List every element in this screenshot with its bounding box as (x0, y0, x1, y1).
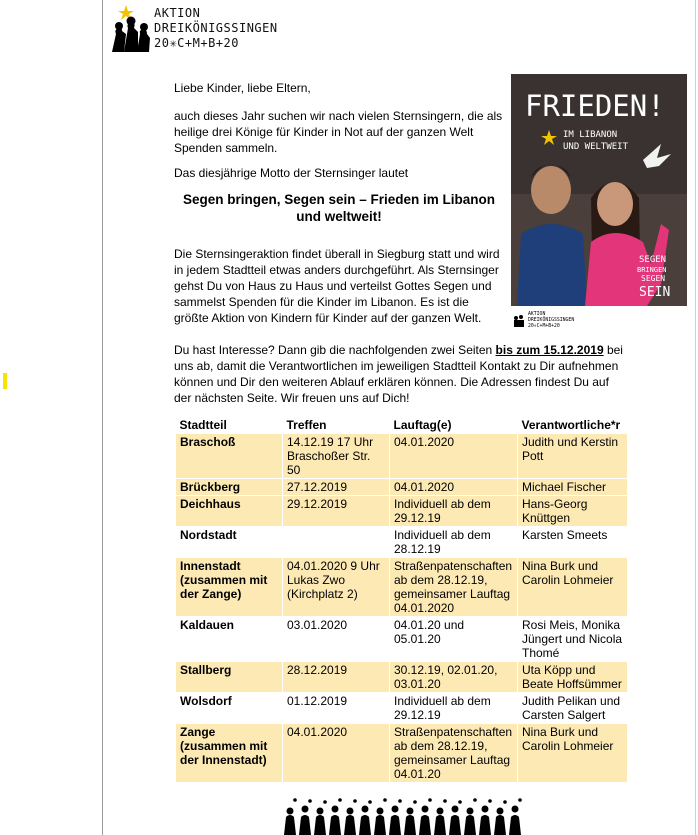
interest-paragraph (174, 342, 626, 406)
greeting: Liebe Kinder, liebe Eltern, (174, 81, 311, 95)
table-row (176, 724, 628, 783)
poster-subline-1: IM LIBANON (563, 130, 618, 140)
cell-meeting: 27.12.2019 (283, 479, 390, 496)
cell-district: Kaldauen (176, 617, 283, 662)
cell-district: Braschoß (176, 434, 283, 479)
info-paragraph: Die Sternsingeraktion findet überall in Siegburg statt und wird in jedem Stadtteil etwas anders durchgeführt. Als Sternsinger gehst Du von Haus zu Haus und verteilst Gottes Segen und sammelst Spenden für die Kinder im Libanon. Es ist die größte Aktion von Kindern für Kinder auf der ganzen Welt. (174, 247, 500, 325)
cell-contact: Rosi Meis, Monika Jüngert und Nicola Thomé (518, 617, 628, 662)
table-row (176, 434, 628, 479)
logo-line-1: AKTION (154, 6, 201, 20)
cell-contact: Nina Burk und Carolin Lohmeier (518, 558, 628, 617)
poster-logo-line-1: AKTION (528, 312, 546, 317)
cell-days: 30.12.19, 02.01.20, 03.01.20 (390, 662, 518, 693)
cell-meeting: 29.12.2019 (283, 496, 390, 527)
poster-tag-2: BRINGEN (637, 266, 667, 274)
interest-text-start: Du hast Interesse? Dann gib die nachfolgenden zwei Seiten (174, 343, 496, 357)
table-row (176, 617, 628, 662)
cell-district: Wolsdorf (176, 693, 283, 724)
cell-days: Straßenpatenschaften ab dem 28.12.19, gemeinsamer Lauftag 04.01.20 (390, 724, 518, 783)
intro-paragraph: auch dieses Jahr suchen wir nach vielen Sternsingern, die als heilige drei Könige für Kinder in Not auf der ganzen Welt Spenden sammeln. (174, 109, 503, 155)
cell-district: Zange (zusammen mit der Innenstadt) (176, 724, 283, 783)
cell-district: Brückberg (176, 479, 283, 496)
table-row (176, 479, 628, 496)
table-row (176, 693, 628, 724)
cell-contact: Karsten Smeets (518, 527, 628, 558)
cell-days: Individuell ab dem 29.12.19 (390, 693, 518, 724)
cell-contact: Judith und Kerstin Pott (518, 434, 628, 479)
table-row (176, 496, 628, 527)
cell-contact: Michael Fischer (518, 479, 628, 496)
table-row (176, 558, 628, 617)
deadline-text: bis zum 15.12.2019 (495, 343, 604, 357)
star-singers-silhouette-icon (284, 795, 534, 835)
poster-logo-line-3: 20✳C+M+B+20 (528, 324, 560, 329)
poster-tag-3: SEGEN (641, 274, 666, 283)
cell-contact: Uta Köpp und Beate Hoffsümmer (518, 662, 628, 693)
cell-meeting: 04.01.2020 (283, 724, 390, 783)
motto-heading: Segen bringen, Segen sein – Frieden im Libanon und weltweit! (182, 192, 496, 224)
table-header-row (176, 417, 628, 434)
poster-tag-4: SEIN (639, 285, 671, 300)
cell-days: 04.01.20 und 05.01.20 (390, 617, 518, 662)
cell-days: 04.01.2020 (390, 479, 518, 496)
cell-meeting: 04.01.2020 9 Uhr Lukas Zwo (Kirchplatz 2) (283, 558, 390, 617)
cell-days: Individuell ab dem 28.12.19 (390, 527, 518, 558)
cell-district: Stallberg (176, 662, 283, 693)
table-row (176, 527, 628, 558)
logo-wordmark (154, 6, 278, 51)
schedule-table (175, 417, 628, 783)
logo-line-2: DREIKÖNIGSSINGEN (154, 21, 278, 35)
cell-meeting: 01.12.2019 (283, 693, 390, 724)
header-contact: Verantwortliche*r (518, 417, 628, 434)
header-district: Stadtteil (176, 417, 283, 434)
cell-district: Innenstadt (zusammen mit der Zange) (176, 558, 283, 617)
poster-headline: FRIEDEN! (525, 89, 665, 123)
cell-meeting (283, 527, 390, 558)
header-days: Lauftag(e) (390, 417, 518, 434)
header-meeting: Treffen (283, 417, 390, 434)
poster-logo-line-2: DREIKÖNIGSSINGEN (528, 318, 575, 323)
cell-days: 04.01.2020 (390, 434, 518, 479)
frieden-poster (511, 74, 687, 332)
cell-contact: Nina Burk und Carolin Lohmeier (518, 724, 628, 783)
poster-tag-1: SEGEN (639, 255, 667, 265)
margin-highlight-mark (3, 373, 7, 389)
cell-days: Individuell ab dem 29.12.19 (390, 496, 518, 527)
motto-intro: Das diesjährige Motto der Sternsinger lautet (174, 166, 409, 180)
cell-meeting: 14.12.19 17 Uhr Braschoßer Str. 50 (283, 434, 390, 479)
table-row (176, 662, 628, 693)
poster-subline-2: UND WELTWEIT (563, 142, 629, 152)
page-right-border (695, 0, 696, 835)
cell-meeting: 03.01.2020 (283, 617, 390, 662)
cell-days: Straßenpatenschaften ab dem 28.12.19, gemeinsamer Lauftag 04.01.2020 (390, 558, 518, 617)
cell-district: Deichhaus (176, 496, 283, 527)
cell-contact: Hans-Georg Knüttgen (518, 496, 628, 527)
logo-line-3: 20✳C+M+B+20 (154, 36, 239, 50)
cell-contact: Judith Pelikan und Carsten Salgert (518, 693, 628, 724)
cell-meeting: 28.12.2019 (283, 662, 390, 693)
interest-text-end: bei uns ab, damit die Verantwortlichen im jeweiligen Stadtteil Kontakt zu Dir aufnehmen können und Dir den weiteren Ablauf erklären können. Die Adressen findest Du auf der nächsten Seite. Wir freuen uns auf Dich! (174, 343, 623, 405)
cell-district: Nordstadt (176, 527, 283, 558)
page-left-border (102, 0, 103, 835)
